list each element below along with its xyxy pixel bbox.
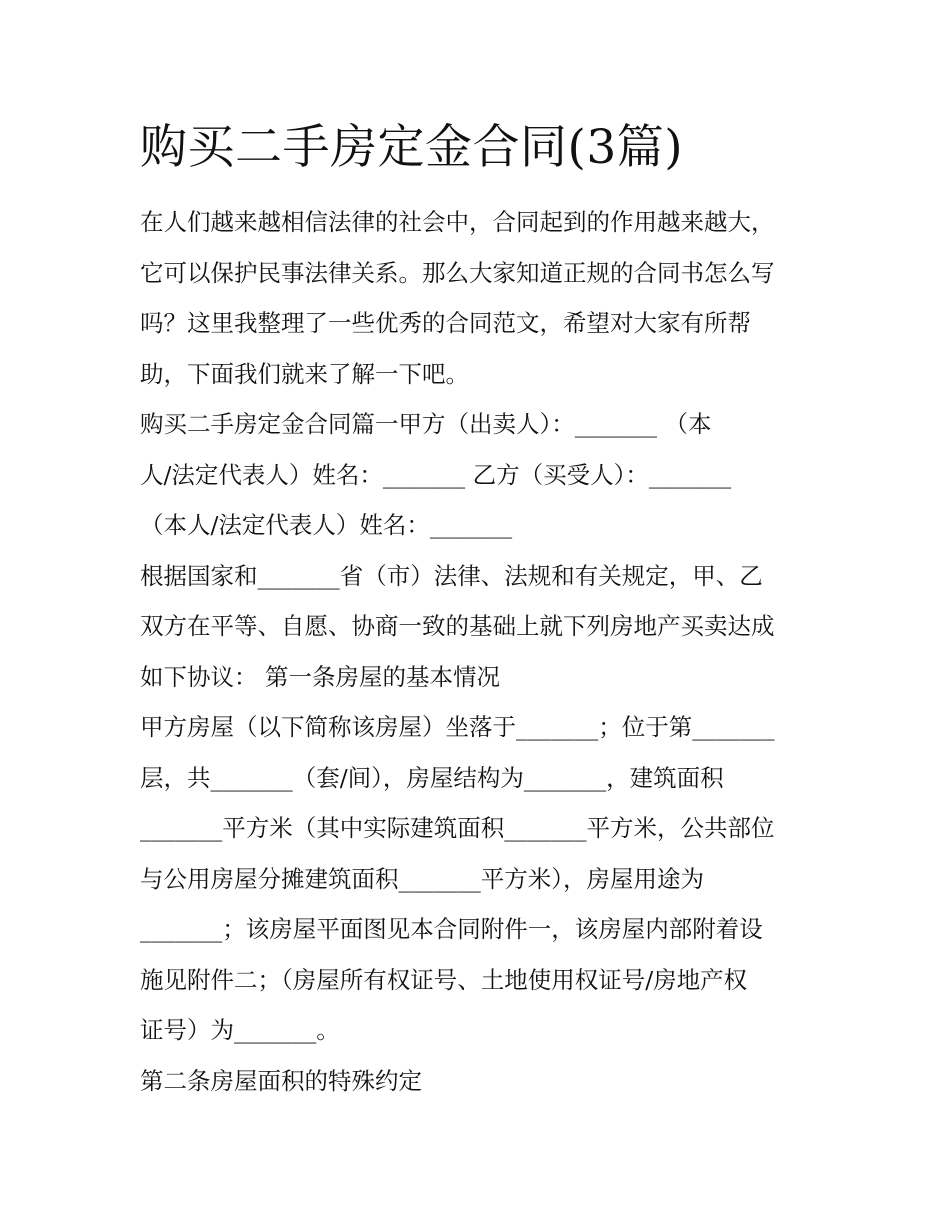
paragraph-line: 吗？这里我整理了一些优秀的合同范文，希望对大家有所帮 — [140, 309, 751, 337]
paragraph-line: 甲方房屋（以下简称该房屋）坐落于_______；位于第_______ — [140, 713, 775, 741]
paragraph-line: 与公用房屋分摊建筑面积_______平方米），房屋用途为 — [140, 864, 704, 893]
paragraph-line: 在人们越来越相信法律的社会中，合同起到的作用越来越大， — [140, 208, 775, 236]
paragraph-line: _______；该房屋平面图见本合同附件一，该房屋内部附着设 — [140, 915, 763, 943]
paragraph-line: _______平方米（其中实际建筑面积_______平方米，公共部位 — [140, 814, 775, 842]
paragraph-line: 施见附件二；（房屋所有权证号、土地使用权证号/房地产权 — [140, 965, 748, 994]
document-body — [140, 197, 820, 1106]
paragraph-line: 如下协议： 第一条房屋的基本情况 — [140, 662, 500, 691]
paragraph-line: 双方在平等、自愿、协商一致的基础上就下列房地产买卖达成 — [140, 612, 775, 640]
paragraph-line: 证号）为_______。 — [140, 1016, 340, 1044]
paragraph-line: 人/法定代表人）姓名：_______ 乙方（买受人）：_______ — [140, 460, 732, 489]
paragraph-line: 助，下面我们就来了解一下吧。 — [140, 359, 469, 388]
paragraph-line: 购买二手房定金合同篇一甲方（出卖人）：_______ （本 — [140, 410, 712, 438]
document-title: 购买二手房定金合同(3篇) — [140, 120, 684, 175]
paragraph-line: 根据国家和_______省（市）法律、法规和有关规定，甲、乙 — [140, 561, 763, 590]
paragraph-line: （本人/法定代表人）姓名：_______ — [140, 511, 513, 539]
section-heading: 第二条房屋面积的特殊约定 — [140, 1066, 422, 1095]
paragraph-line: 层，共_______（套/间），房屋结构为_______，建筑面积 — [140, 763, 724, 792]
paragraph-line: 它可以保护民事法律关系。那么大家知道正规的合同书怎么写 — [140, 258, 775, 287]
